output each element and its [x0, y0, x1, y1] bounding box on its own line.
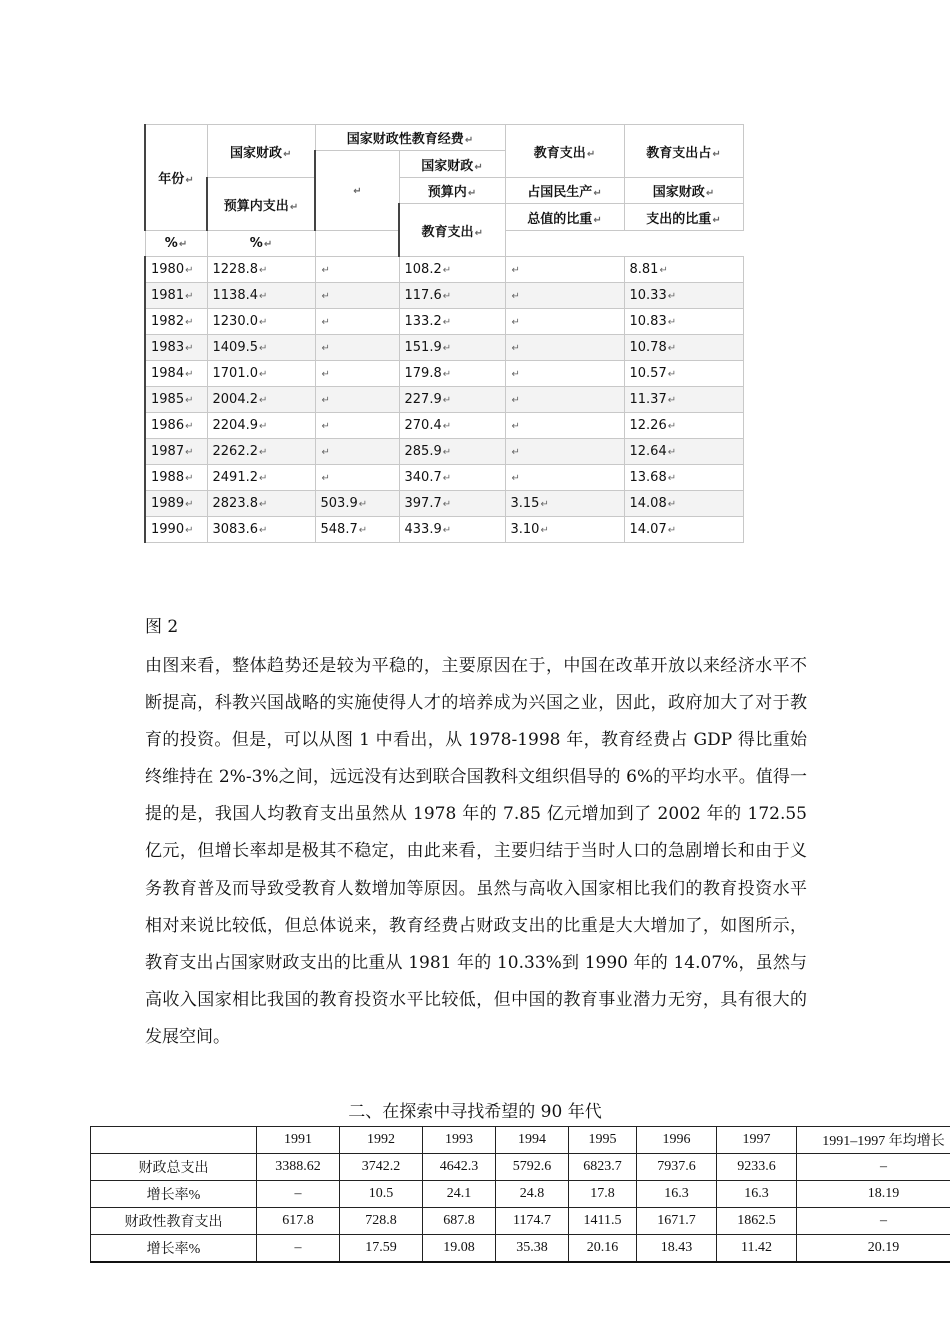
- table-cell: 3742.2: [340, 1154, 423, 1181]
- table-row: [145, 491, 743, 517]
- body-paragraph: 由图来看，整体趋势还是较为平稳的，主要原因在于，中国在改革开放以来经济水平不断提高，科教兴国战略的实施使得人才的培养成为兴国之业，因此，政府加大了对于教育的投资。但是，可以从图 1 中看出，从 1978-1998 年，教育经费占 GDP 得比重始终维持在 2%-3%之间，远远没有达到联合国教科文组织倡导的 6%的平均水平。值得一提的是，我国人均教育支出虽然从 1978 年的 7.85 亿元增加到了 2002 年的 172.55 亿元，但增长率却是极其不稳定，由此来看，主要归结于当时人口的急剧增长和由于义务教育普及而导致受教育人数增加等原因。虽然与高收入国家相比我们的教育投资水平相对来说比较低，但总体说来，教育经费占财政支出的比重是大大增加了，如图所示，教育支出占国家财政支出的比重从 1981 年的 10.33%到 1990 年的 14.07%，虽然与高收入国家相比我国的教育投资水平比较低，但中国的教育事业潜力无穷，具有很大的发展空间。: [145, 656, 807, 1047]
- table-cell: 2491.2↵: [207, 465, 315, 491]
- table-cell: 18.19: [797, 1181, 950, 1208]
- table-cell: 1228.8↵: [207, 257, 315, 283]
- table-cell: ↵: [505, 387, 624, 413]
- table-cell: 24.8: [496, 1181, 569, 1208]
- table-cell: 340.7↵: [399, 465, 505, 491]
- table-cell: 10.5: [340, 1181, 423, 1208]
- table-cell: 10.83↵: [624, 309, 743, 335]
- table-cell: 11.42: [717, 1235, 797, 1263]
- header-fin-top: 国家财政↵: [207, 125, 315, 178]
- table-cell: 117.6↵: [399, 283, 505, 309]
- table-cell: 财政总支出: [91, 1154, 257, 1181]
- table-cell: –: [797, 1208, 950, 1235]
- table-header-cell: 1994: [496, 1127, 569, 1154]
- table-cell: 2204.9↵: [207, 413, 315, 439]
- table2-body: [91, 1127, 950, 1263]
- table-cell: ↵: [505, 335, 624, 361]
- table-row: [145, 465, 743, 491]
- table-cell: 11.37↵: [624, 387, 743, 413]
- header-gnp-4: %↵: [145, 231, 207, 257]
- table-cell: 2004.2↵: [207, 387, 315, 413]
- table-header-row: [91, 1127, 950, 1154]
- table-cell: 19.08: [423, 1235, 496, 1263]
- table-row: [145, 517, 743, 543]
- table-cell: 1985↵: [145, 387, 207, 413]
- table-cell: 3.15↵: [505, 491, 624, 517]
- table-cell: 133.2↵: [399, 309, 505, 335]
- table-cell: 1980↵: [145, 257, 207, 283]
- table-cell: –: [257, 1181, 340, 1208]
- table-cell: 24.1: [423, 1181, 496, 1208]
- table-cell: 20.19: [797, 1235, 950, 1263]
- table-cell: 1981↵: [145, 283, 207, 309]
- table-row: [91, 1235, 950, 1263]
- table-cell: 1230.0↵: [207, 309, 315, 335]
- figure-label: 图 2: [145, 617, 179, 637]
- table-cell: 108.2↵: [399, 257, 505, 283]
- table-header-cell: 1996: [637, 1127, 717, 1154]
- header-edu-group: 国家财政性教育经费↵: [315, 125, 505, 151]
- table-cell: 1701.0↵: [207, 361, 315, 387]
- table-cell: 35.38: [496, 1235, 569, 1263]
- table-cell: ↵: [505, 257, 624, 283]
- table-row: [145, 361, 743, 387]
- table-cell: 10.33↵: [624, 283, 743, 309]
- table-cell: ↵: [505, 465, 624, 491]
- table-row: [145, 283, 743, 309]
- table-cell: 1138.4↵: [207, 283, 315, 309]
- table-cell: 10.78↵: [624, 335, 743, 361]
- header-fin-bottom: 预算内支出↵: [207, 178, 315, 231]
- table-cell: 1982↵: [145, 309, 207, 335]
- table-header-cell: 1991: [257, 1127, 340, 1154]
- header-edu-sub2: 预算内↵: [399, 178, 505, 204]
- table-cell: 财政性教育支出: [91, 1208, 257, 1235]
- table-row: [91, 1208, 950, 1235]
- header-fs-3: 支出的比重↵: [624, 204, 743, 231]
- table-cell: ↵: [315, 283, 399, 309]
- table-cell: 增长率%: [91, 1235, 257, 1263]
- table-cell: 179.8↵: [399, 361, 505, 387]
- table-cell: 1411.5: [569, 1208, 637, 1235]
- table-cell: 285.9↵: [399, 439, 505, 465]
- fiscal-expenditure-table-1991-1997: [90, 1126, 950, 1263]
- table-cell: 1671.7: [637, 1208, 717, 1235]
- table-cell: ↵: [505, 309, 624, 335]
- table-cell: 151.9↵: [399, 335, 505, 361]
- table-cell: ↵: [505, 413, 624, 439]
- table-cell: 16.3: [717, 1181, 797, 1208]
- table-cell: 548.7↵: [315, 517, 399, 543]
- section-heading: 二、在探索中寻找希望的 90 年代: [348, 1102, 602, 1122]
- table-cell: 4642.3: [423, 1154, 496, 1181]
- table-row: [145, 439, 743, 465]
- table-cell: 5792.6: [496, 1154, 569, 1181]
- table-cell: 728.8: [340, 1208, 423, 1235]
- table-cell: 1862.5: [717, 1208, 797, 1235]
- table-cell: 12.26↵: [624, 413, 743, 439]
- table-cell: 1990↵: [145, 517, 207, 543]
- table-cell: 1989↵: [145, 491, 207, 517]
- table-header-cell: 1995: [569, 1127, 637, 1154]
- table-row: [91, 1154, 950, 1181]
- table-cell: 1983↵: [145, 335, 207, 361]
- table-cell: 10.57↵: [624, 361, 743, 387]
- header-edu-sub3: 教育支出↵: [399, 204, 505, 257]
- table-cell: 17.59: [340, 1235, 423, 1263]
- header-gnp-1: 教育支出↵: [505, 125, 624, 178]
- header-fs-1: 教育支出占↵: [624, 125, 743, 178]
- header-gnp-2: 占国民生产↵: [505, 178, 624, 204]
- table-header-cell: [91, 1127, 257, 1154]
- table-cell: ↵: [315, 387, 399, 413]
- table-cell: 6823.7: [569, 1154, 637, 1181]
- table-cell: 1988↵: [145, 465, 207, 491]
- table-cell: ↵: [315, 361, 399, 387]
- header-year: 年份↵: [145, 125, 207, 231]
- table-header-cell: 1992: [340, 1127, 423, 1154]
- table-cell: 270.4↵: [399, 413, 505, 439]
- header-fs-4: %↵: [207, 231, 315, 257]
- table-cell: 2262.2↵: [207, 439, 315, 465]
- table-cell: 1409.5↵: [207, 335, 315, 361]
- table1-body: [145, 257, 743, 543]
- table-cell: 7937.6: [637, 1154, 717, 1181]
- table-cell: 1987↵: [145, 439, 207, 465]
- table-cell: ↵: [315, 439, 399, 465]
- table-cell: 3388.62: [257, 1154, 340, 1181]
- table-cell: 617.8: [257, 1208, 340, 1235]
- table-row: [91, 1181, 950, 1208]
- table-cell: ↵: [315, 309, 399, 335]
- table-cell: ↵: [315, 413, 399, 439]
- table-cell: ↵: [315, 465, 399, 491]
- table-cell: 397.7↵: [399, 491, 505, 517]
- table-row: [145, 413, 743, 439]
- table-cell: 13.68↵: [624, 465, 743, 491]
- table-cell: ↵: [505, 361, 624, 387]
- table-cell: ↵: [315, 257, 399, 283]
- table-cell: 18.43: [637, 1235, 717, 1263]
- table-cell: ↵: [505, 439, 624, 465]
- header-edu-blank: ↵: [315, 151, 399, 231]
- table-cell: ↵: [505, 283, 624, 309]
- table-cell: –: [257, 1235, 340, 1263]
- header-edu-sub1: 国家财政↵: [399, 151, 505, 178]
- table-row: [145, 257, 743, 283]
- table-cell: ↵: [315, 335, 399, 361]
- table-cell: 12.64↵: [624, 439, 743, 465]
- table-cell: 增长率%: [91, 1181, 257, 1208]
- table-cell: 17.8: [569, 1181, 637, 1208]
- table-cell: 227.9↵: [399, 387, 505, 413]
- table-cell: 8.81↵: [624, 257, 743, 283]
- table-cell: 433.9↵: [399, 517, 505, 543]
- table-cell: 1986↵: [145, 413, 207, 439]
- table-header-cell: 1991–1997 年均增长: [797, 1127, 950, 1154]
- table-cell: 687.8: [423, 1208, 496, 1235]
- table-row: [145, 309, 743, 335]
- table-header-cell: 1997: [717, 1127, 797, 1154]
- education-expenditure-table-1980-1990: [144, 124, 744, 543]
- table-cell: 14.08↵: [624, 491, 743, 517]
- table-cell: 1174.7: [496, 1208, 569, 1235]
- table-row: [145, 387, 743, 413]
- table-header-cell: 1993: [423, 1127, 496, 1154]
- table-cell: 3083.6↵: [207, 517, 315, 543]
- table-row: [145, 335, 743, 361]
- table-cell: 20.16: [569, 1235, 637, 1263]
- table-cell: 3.10↵: [505, 517, 624, 543]
- header-gnp-3: 总值的比重↵: [505, 204, 624, 231]
- table-cell: 16.3: [637, 1181, 717, 1208]
- table-cell: 1984↵: [145, 361, 207, 387]
- table-cell: –: [797, 1154, 950, 1181]
- table-cell: 503.9↵: [315, 491, 399, 517]
- header-fs-2: 国家财政↵: [624, 178, 743, 204]
- table-cell: 14.07↵: [624, 517, 743, 543]
- table-cell: 2823.8↵: [207, 491, 315, 517]
- table-cell: 9233.6: [717, 1154, 797, 1181]
